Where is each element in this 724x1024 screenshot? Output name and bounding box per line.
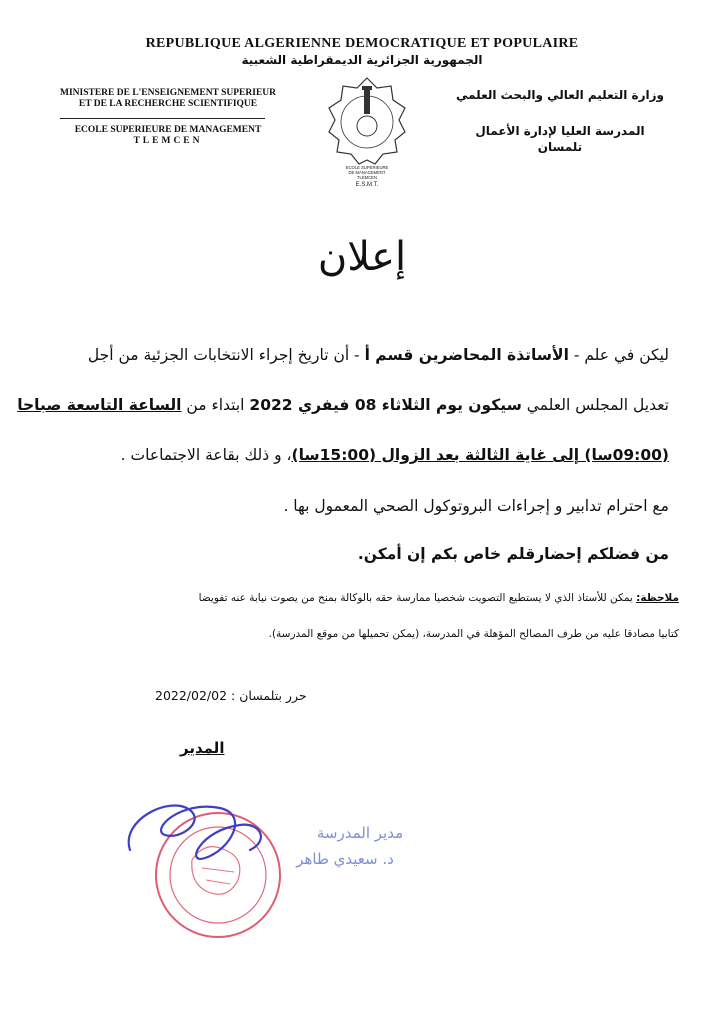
announcement-title: إعلان xyxy=(317,234,407,280)
school-ar-line1: المدرسة العليا لإدارة الأعمال xyxy=(475,124,645,138)
official-stamp xyxy=(110,780,410,950)
school-fr-line1: ECOLE SUPERIEURE DE MANAGEMENT xyxy=(74,125,262,135)
school-ar-line2: تلمسان xyxy=(537,140,583,154)
note-text-1: يمكن للأستاذ الذي لا يستطيع التصويت شخصيا ممارسة حقه بالوكالة بمنح من يصوت نيابة عنه تفويضا xyxy=(198,592,637,604)
school-logo xyxy=(325,76,409,188)
body-line-2 xyxy=(17,396,669,414)
ministry-fr-line2: ET DE LA RECHERCHE SCIENTIFIQUE xyxy=(78,99,258,109)
body-line-1-b: الأساتذة المحاضرين قسم أ xyxy=(364,346,569,364)
note-line-1 xyxy=(199,592,679,604)
school-fr xyxy=(52,125,284,147)
body-line-2-d: الساعة التاسعة صباحا xyxy=(17,396,182,414)
body-line-1 xyxy=(88,346,669,364)
stamp-name: د. سعيدي طاهر xyxy=(296,850,394,868)
ministry-fr xyxy=(52,88,284,110)
note-label: ملاحظة: xyxy=(636,592,679,604)
school-ar xyxy=(440,123,680,155)
logo-abbr: E.S.M.T. xyxy=(355,182,379,188)
body-line-1-c: - أن تاريخ إجراء الانتخابات الجزئية من أجل xyxy=(87,346,365,364)
ministry-ar: وزارة التعليم العالي والبحث العلمي xyxy=(455,88,665,102)
logo-text-2: DE MANAGEMENT xyxy=(348,170,386,175)
ministry-fr-line1: MINISTERE DE L'ENSEIGNEMENT SUPERIEUR xyxy=(60,88,276,98)
director-label: المدير xyxy=(180,739,225,757)
issue-date: حرر بتلمسان : 2022/02/02 xyxy=(155,688,307,703)
body-line-1-a: ليكن في علم - xyxy=(568,346,669,364)
director-signature xyxy=(129,806,261,859)
body-line-3-b: ، و ذلك بقاعة الاجتماعات . xyxy=(120,446,292,464)
logo-text-3: TLEMCEN xyxy=(356,175,378,180)
header-divider xyxy=(60,118,265,119)
logo-text-1: ECOLE SUPERIEURE xyxy=(345,165,389,170)
school-fr-line2: TLEMCEN xyxy=(133,136,203,146)
body-line-3 xyxy=(121,446,669,464)
body-line-2-a: تعديل المجلس العلمي xyxy=(521,396,669,414)
body-line-3-a: (09:00سا) إلى غاية الثالثة بعد الزوال (15:00سا) xyxy=(291,446,669,464)
body-line-4: مع احترام تدابير و إجراءات البروتوكول الصحي المعمول بها . xyxy=(283,497,669,515)
body-line-2-b: سيكون يوم الثلاثاء 08 فيفري 2022 xyxy=(249,396,522,414)
republic-title-fr: REPUBLIQUE ALGERIENNE DEMOCRATIQUE ET POPULAIRE xyxy=(145,36,579,51)
republic-title-ar: الجمهورية الجزائرية الديمقراطية الشعبية xyxy=(241,53,483,67)
stamp-title: مدير المدرسة xyxy=(316,824,404,842)
note-line-2: كتابيا مصادقا عليه من طرف المصالح المؤهلة في المدرسة، (يمكن تحميلها من موقع المدرسة). xyxy=(268,628,679,640)
body-line-2-c: ابتداء من xyxy=(181,396,250,414)
body-line-5: من فضلكم إحضارقلم خاص بكم إن أمكن. xyxy=(357,545,669,563)
